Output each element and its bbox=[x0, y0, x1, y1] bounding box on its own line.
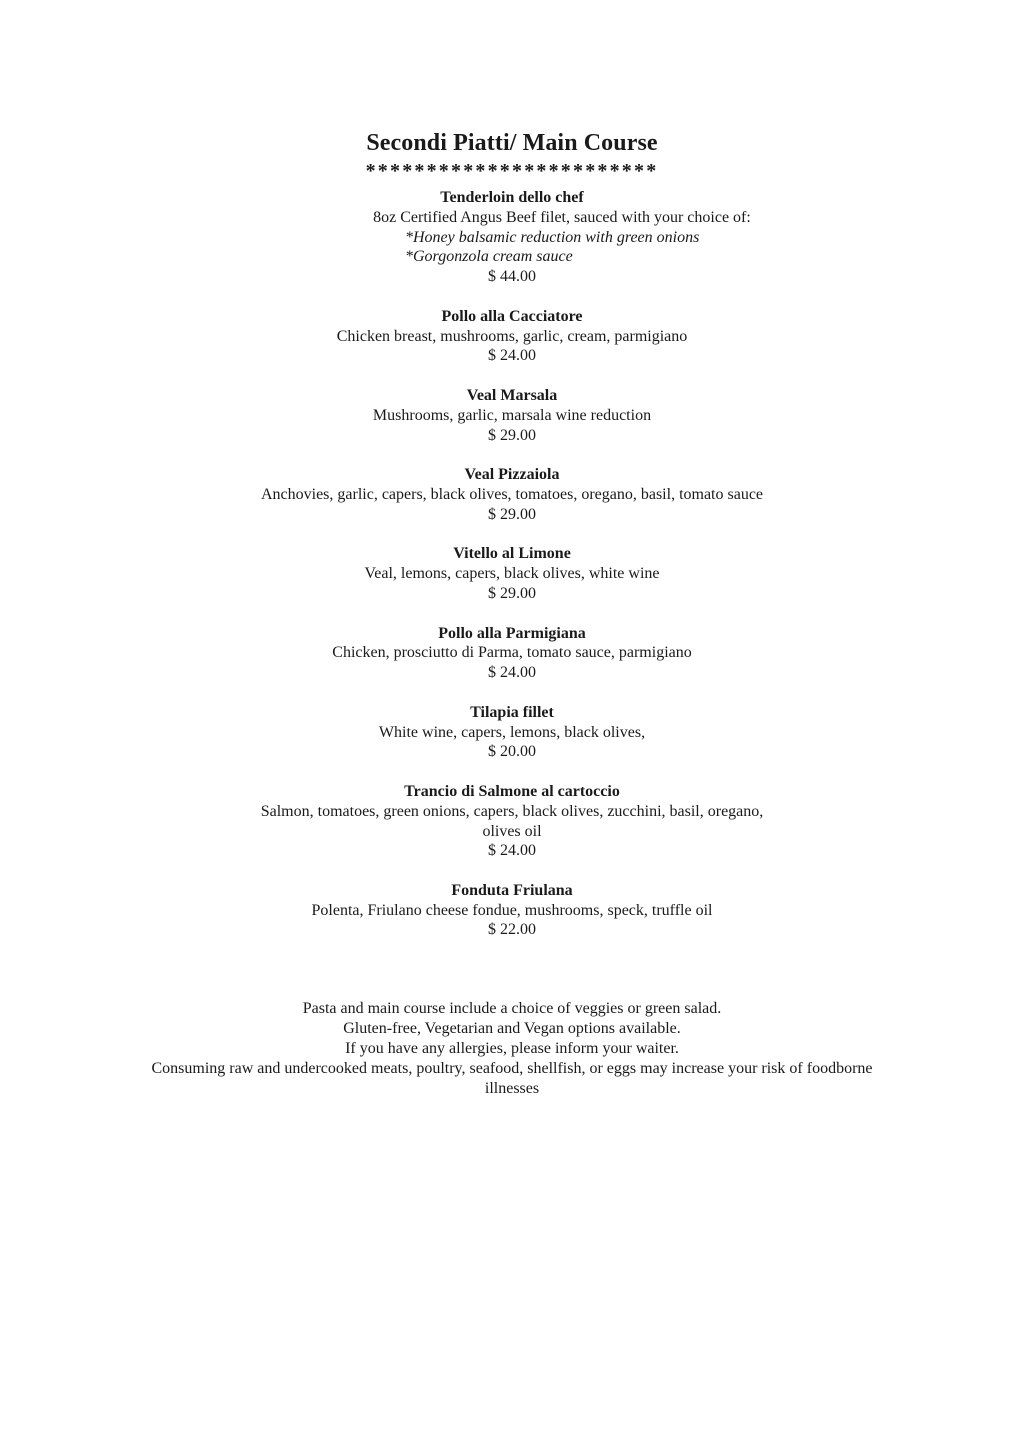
food-safety-warning-continued: illnesses bbox=[484, 1080, 540, 1097]
sauce-option: *Gorgonzola cream sauce bbox=[405, 248, 573, 266]
menu-item-description: Anchovies, garlic, capers, black olives, tomatoes, oregano, basil, tomato sauce bbox=[260, 485, 764, 503]
menu-item-price: $ 24.00 bbox=[488, 842, 536, 860]
menu-item-description-continued: olives oil bbox=[482, 822, 542, 840]
menu-item bbox=[0, 386, 1024, 445]
menu-item-description: Chicken, prosciutto di Parma, tomato sauce, parmigiano bbox=[332, 644, 692, 662]
menu-item-price: $ 29.00 bbox=[488, 426, 536, 444]
food-safety-warning: Consuming raw and undercooked meats, poultry, seafood, shellfish, or eggs may increase your risk of foodborne bbox=[151, 1060, 873, 1077]
menu-item-name: Fonduta Friulana bbox=[451, 881, 573, 899]
menu-item-name: Tilapia fillet bbox=[470, 703, 554, 721]
menu-item bbox=[0, 544, 1024, 603]
menu-item-name: Veal Pizzaiola bbox=[464, 466, 560, 484]
menu-item-description: Chicken breast, mushrooms, garlic, cream, parmigiano bbox=[336, 327, 688, 345]
menu-item bbox=[0, 188, 1024, 287]
menu-notes bbox=[0, 999, 1024, 1099]
menu-item-name: Vitello al Limone bbox=[453, 545, 571, 563]
menu-item-description: Salmon, tomatoes, green onions, capers, black olives, zucchini, basil, oregano, bbox=[260, 802, 764, 820]
menu-item-name: Pollo alla Cacciatore bbox=[441, 307, 583, 325]
menu-list bbox=[0, 188, 1024, 960]
menu-item-price: $ 29.00 bbox=[488, 505, 536, 523]
menu-item-price: $ 24.00 bbox=[488, 664, 536, 682]
allergy-note: If you have any allergies, please inform your waiter. bbox=[345, 1040, 679, 1057]
menu-item-name: Trancio di Salmone al cartoccio bbox=[404, 782, 620, 800]
menu-item-name: Veal Marsala bbox=[466, 386, 558, 404]
sauce-option: *Honey balsamic reduction with green onions bbox=[405, 228, 700, 246]
sides-note: Pasta and main course include a choice of veggies or green salad. bbox=[302, 1000, 722, 1017]
menu-item-price: $ 29.00 bbox=[488, 584, 536, 602]
menu-item-price: $ 22.00 bbox=[488, 921, 536, 939]
menu-item bbox=[0, 782, 1024, 861]
dietary-options-note: Gluten-free, Vegetarian and Vegan options available. bbox=[343, 1020, 681, 1037]
menu-item-description: White wine, capers, lemons, black olives, bbox=[378, 723, 646, 741]
menu-item bbox=[0, 465, 1024, 524]
menu-item-description: Veal, lemons, capers, black olives, white wine bbox=[364, 565, 660, 583]
menu-item bbox=[0, 624, 1024, 683]
menu-item bbox=[0, 703, 1024, 762]
menu-item-name: Pollo alla Parmigiana bbox=[438, 624, 586, 642]
menu-item-price: $ 24.00 bbox=[488, 347, 536, 365]
menu-item-description: Mushrooms, garlic, marsala wine reduction bbox=[372, 406, 652, 424]
menu-item-description: 8oz Certified Angus Beef filet, sauced with your choice of: bbox=[373, 208, 751, 226]
menu-item-price: $ 44.00 bbox=[488, 268, 536, 286]
menu-item-description: Polenta, Friulano cheese fondue, mushrooms, speck, truffle oil bbox=[311, 901, 713, 919]
menu-item bbox=[0, 307, 1024, 366]
page-title: Secondi Piatti/ Main Course bbox=[366, 130, 658, 156]
menu-item-name: Tenderloin dello chef bbox=[440, 189, 584, 206]
menu-item-price: $ 20.00 bbox=[488, 743, 536, 761]
menu-item bbox=[0, 881, 1024, 940]
title-divider: ************************ bbox=[365, 160, 659, 182]
